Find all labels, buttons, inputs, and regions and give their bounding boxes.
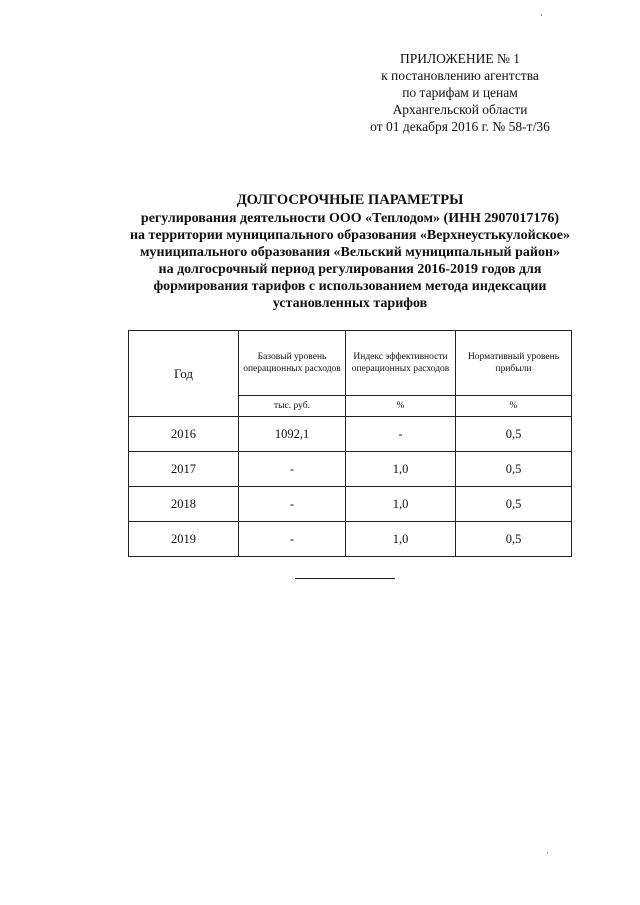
heading-line-4: на долгосрочный период регулирования 2016-2019 годов для xyxy=(158,262,542,277)
cell-year: 2016 xyxy=(129,417,239,452)
closing-rule xyxy=(295,578,395,579)
cell-profit: 0,5 xyxy=(456,522,572,557)
table-row xyxy=(129,417,572,452)
document-heading xyxy=(90,192,610,312)
scan-speck xyxy=(541,14,542,16)
heading-line-1: регулирования деятельности ООО «Теплодом» (ИНН 2907017176) xyxy=(140,211,560,226)
header-profit-level: Нормативный уровень прибыли xyxy=(456,331,572,396)
table-row xyxy=(129,522,572,557)
header-year: Год xyxy=(129,331,239,417)
heading-line-6: установленных тарифов xyxy=(272,296,428,311)
cell-base: - xyxy=(239,452,346,487)
cell-index: - xyxy=(346,417,456,452)
cell-profit: 0,5 xyxy=(456,487,572,522)
cell-base: - xyxy=(239,487,346,522)
header-base-opex: Базовый уровень операционных расходов xyxy=(239,331,346,396)
cell-profit: 0,5 xyxy=(456,452,572,487)
cell-year: 2019 xyxy=(129,522,239,557)
document-title: ДОЛГОСРОЧНЫЕ ПАРАМЕТРЫ xyxy=(236,192,464,208)
cell-index: 1,0 xyxy=(346,452,456,487)
appendix-line-3: Архангельской области xyxy=(392,102,528,117)
heading-line-3: муниципального образования «Вельский муниципальный район» xyxy=(139,245,561,260)
cell-index: 1,0 xyxy=(346,487,456,522)
heading-line-2: на территории муниципального образования «Верхнеустькулойское» xyxy=(129,228,571,243)
cell-profit: 0,5 xyxy=(456,417,572,452)
cell-base: 1092,1 xyxy=(239,417,346,452)
table-row xyxy=(129,487,572,522)
unit-index: % xyxy=(346,396,456,417)
appendix-line-2: по тарифам и ценам xyxy=(402,85,518,100)
unit-base: тыс. руб. xyxy=(239,396,346,417)
table-row xyxy=(129,452,572,487)
header-efficiency-index: Индекс эффективности операционных расходов xyxy=(346,331,456,396)
parameters-table xyxy=(128,330,572,557)
appendix-title: ПРИЛОЖЕНИЕ № 1 xyxy=(399,51,521,66)
appendix-line-4: от 01 декабря 2016 г. № 58-т/36 xyxy=(370,119,550,134)
cell-index: 1,0 xyxy=(346,522,456,557)
heading-line-5: формирования тарифов с использованием метода индексации xyxy=(153,279,547,294)
cell-year: 2017 xyxy=(129,452,239,487)
appendix-block xyxy=(330,50,590,135)
table-header-row xyxy=(129,331,572,396)
cell-year: 2018 xyxy=(129,487,239,522)
cell-base: - xyxy=(239,522,346,557)
appendix-line-1: к постановлению агентства xyxy=(381,68,539,83)
unit-profit: % xyxy=(456,396,572,417)
scan-speck xyxy=(547,852,548,854)
